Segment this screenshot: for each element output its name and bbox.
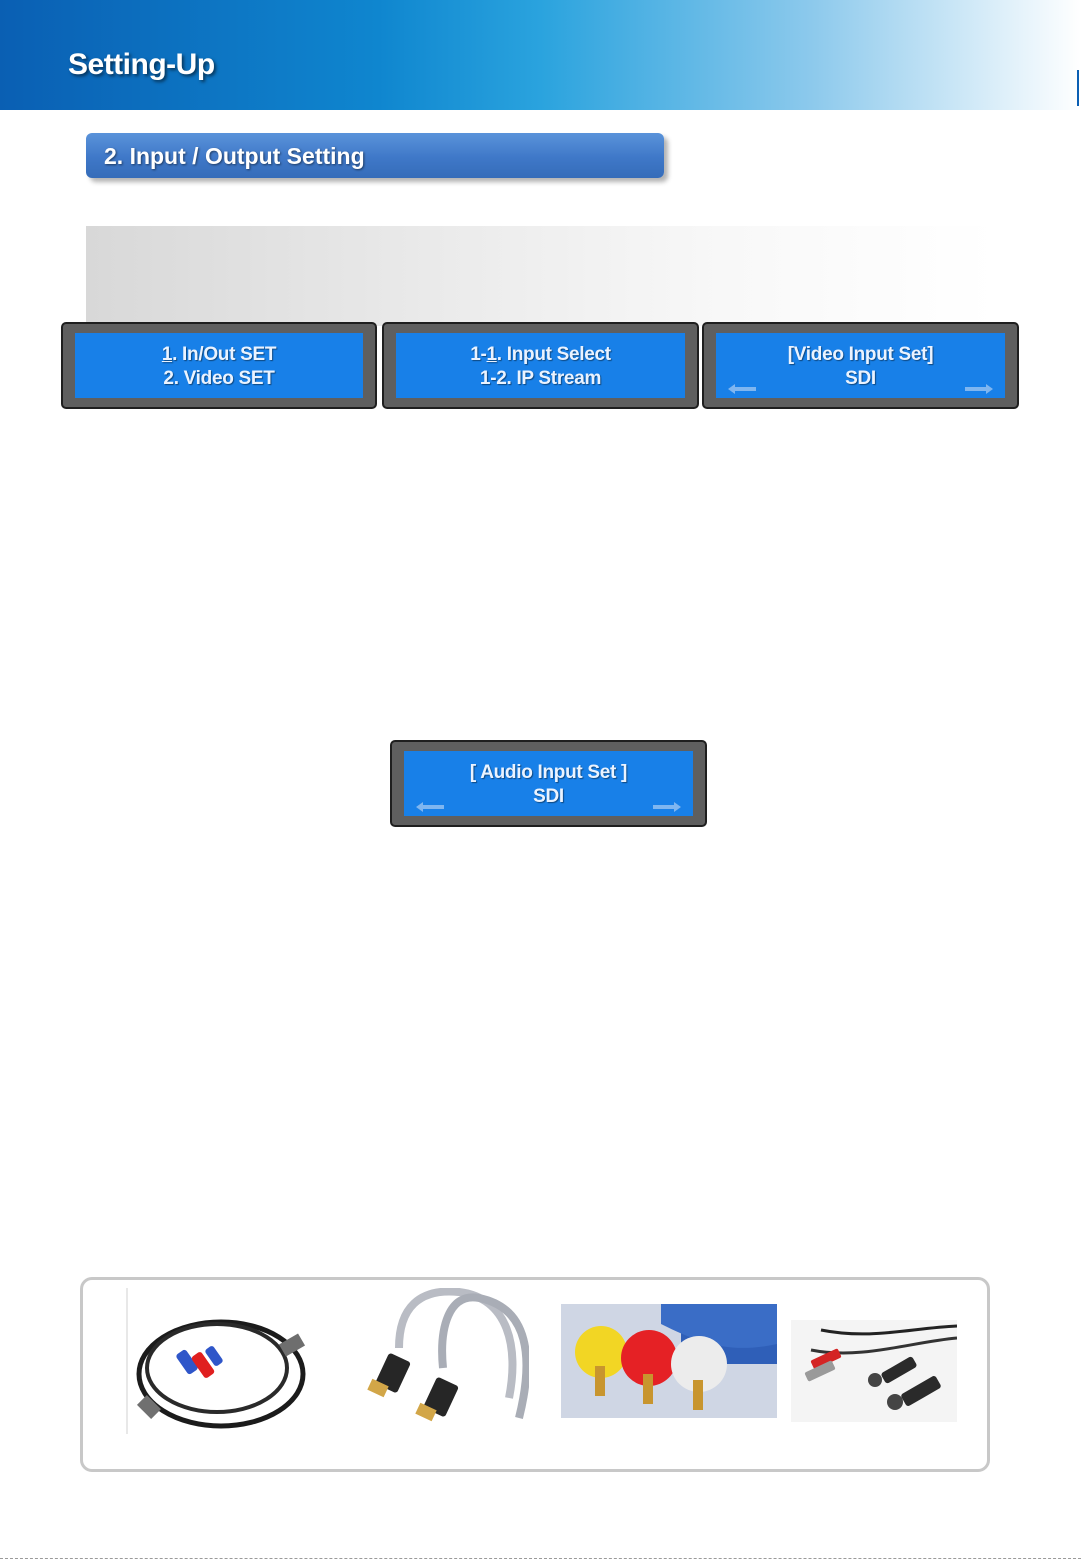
lcd-screen: [75, 333, 363, 398]
lcd-screen: [396, 333, 685, 398]
lcd-screen: [716, 333, 1005, 398]
lcd-menu-main: [61, 322, 377, 409]
cursor-digit: 1: [486, 344, 497, 365]
arrow-left-icon: [416, 802, 444, 812]
lcd-menu-sub: [382, 322, 699, 409]
menu-item-input-select: . Input Select: [496, 344, 611, 365]
lcd-line-1: [75, 344, 363, 366]
menu-item-video-set: 2. Video SET: [163, 368, 275, 389]
arrow-right-icon: [653, 802, 681, 812]
section-title: 2. Input / Output Setting: [104, 143, 365, 169]
lcd-screen: [404, 751, 693, 816]
page-title: Setting-Up: [68, 48, 215, 81]
arrow-left-icon: [728, 384, 756, 394]
hdmi-cable-photo: [359, 1288, 529, 1434]
gray-gradient-band: [86, 226, 996, 326]
cable-photo-box: [80, 1277, 990, 1472]
arrow-right-icon: [965, 384, 993, 394]
audio-input-value: SDI: [533, 786, 564, 807]
section-title-bar: [86, 133, 664, 178]
footer-divider: [0, 1558, 1081, 1559]
menu-item-in-out-set: . In/Out SET: [172, 344, 277, 365]
menu-item-ip-stream: 1-2. IP Stream: [479, 368, 602, 389]
sdi-bnc-cable-photo: [125, 1288, 311, 1434]
lcd-line-1: [396, 344, 685, 366]
lcd-video-input: [702, 322, 1019, 409]
cursor-digit: 1: [161, 344, 173, 365]
audio-input-title: [ Audio Input Set ]: [469, 762, 628, 783]
header-edge-mark: [1077, 70, 1079, 106]
video-input-value: SDI: [845, 368, 876, 389]
xlr-audio-cable-photo: [791, 1320, 957, 1422]
menu-prefix: 1-: [470, 344, 487, 365]
rca-av-cable-photo: [561, 1304, 777, 1418]
video-input-title: [Video Input Set]: [787, 344, 934, 365]
page-header: [0, 0, 1081, 110]
lcd-audio-input: [390, 740, 707, 827]
